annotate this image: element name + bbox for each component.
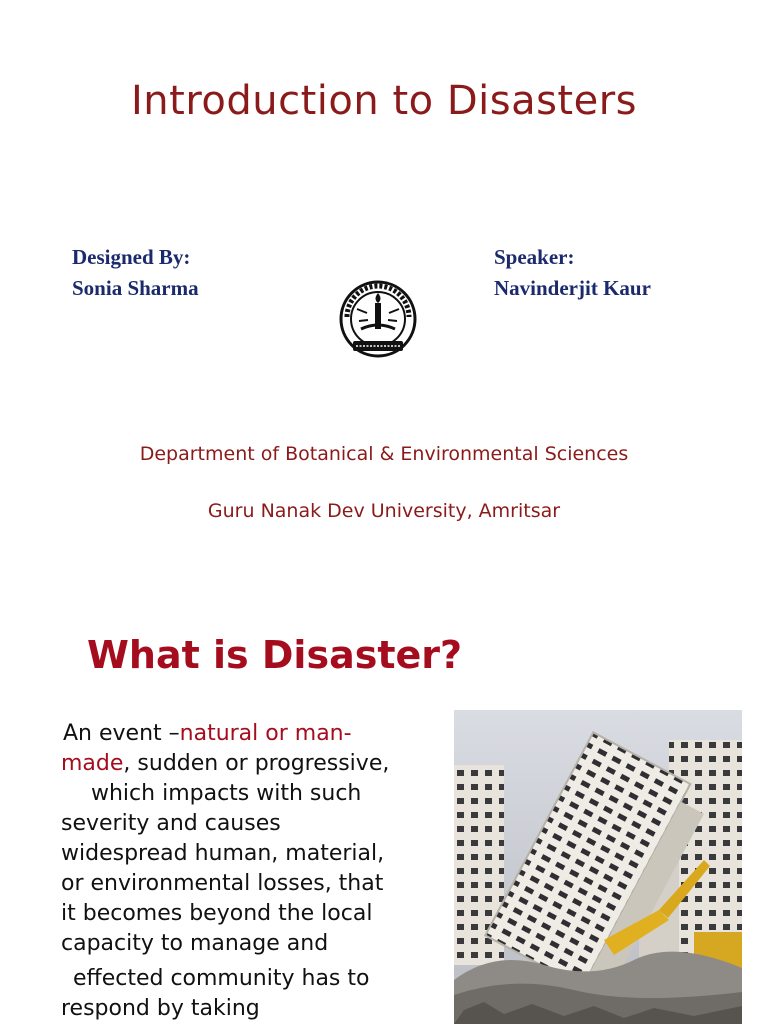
definition-intro: An event – [63, 721, 180, 746]
definition-line: or environmental losses, that [61, 871, 384, 896]
definition-highlight: made [61, 751, 124, 776]
definition-line: widespread human, material, [61, 841, 385, 866]
speaker-label: Speaker: [494, 245, 575, 269]
slide-definition [0, 600, 768, 1024]
speaker-credit [494, 242, 651, 304]
definition-line: which impacts with such [91, 781, 362, 806]
designer-credit [72, 242, 199, 304]
collapsed-building-photo [454, 710, 742, 1024]
department-name: Department of Botanical & Environmental Sciences [139, 443, 629, 465]
definition-line: capacity to manage and [61, 931, 329, 956]
definition-line: it becomes beyond the local [61, 901, 373, 926]
page-title: Introduction to Disasters [131, 78, 637, 124]
university-seal-icon [337, 279, 419, 361]
definition-line: effected community has to [73, 966, 370, 991]
designed-by-label: Designed By: [72, 245, 191, 269]
designer-name: Sonia Sharma [72, 276, 199, 300]
definition-line: respond by taking [61, 996, 260, 1021]
section-heading: What is Disaster? [87, 633, 463, 677]
definition-line [61, 749, 441, 779]
definition-line: severity and causes [61, 811, 281, 836]
definition-text-part: , sudden or progressive, [123, 751, 390, 776]
university-name: Guru Nanak Dev University, Amritsar [207, 500, 561, 522]
definition-text [61, 719, 441, 1024]
speaker-name: Navinderjit Kaur [494, 276, 651, 300]
definition-line [61, 719, 441, 749]
definition-highlight: natural or man- [179, 721, 352, 746]
